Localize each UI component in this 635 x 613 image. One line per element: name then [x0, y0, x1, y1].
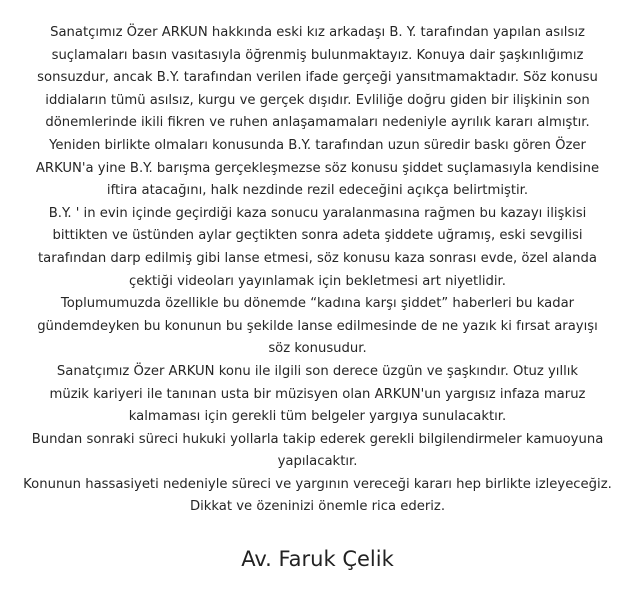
paragraph-allegations [8, 22, 627, 203]
text-line: iftira atacağını, halk nezdinde rezil edeceğini açıkça belirtmiştir. [106, 183, 529, 199]
text-line: suçlamaları basın vasıtasıyla öğrenmiş bulunmaktayız. Konuya dair şaşkınlığımız [51, 47, 584, 63]
text-line: söz konusudur. [268, 341, 367, 357]
text-line: tarafından darp edilmiş gibi lanse etmesi, söz konusu kaza sonrası evde, özel alanda [38, 250, 597, 266]
text-line: Sanatçımız Özer ARKUN hakkında eski kız arkadaşı B. Y. tarafından yapılan asılsız [50, 25, 585, 40]
text-line: gündemdeyken bu konunun bu şekilde lanse edilmesinde de ne yazık ki fırsat arayışı [37, 318, 598, 334]
text-line: çektiği videoları yayınlamak için bekletmesi art niyetlidir. [129, 273, 506, 289]
text-line: bittikten ve üstünden aylar geçtikten sonra adeta şiddete uğramış, eski sevgilisi [52, 228, 583, 244]
text-line: Yeniden birlikte olmaları konusunda B.Y. tarafından uzun süredir baskı gören Özer [49, 137, 586, 153]
text-line: Toplumumuzda özellikle bu dönemde “kadına karşı şiddet” haberleri bu kadar [60, 296, 575, 312]
text-line: müzik kariyeri ile tanınan usta bir müzisyen olan ARKUN'un yargısız infaza maruz [49, 386, 586, 402]
text-line: Bundan sonraki süreci hukuki yollarla takip ederek gerekli bilgilendirmeler kamuoyuna [31, 431, 604, 447]
text-line: Dikkat ve özeninizi önemle rica ederiz. [189, 499, 446, 515]
text-line: dönemlerinde ikili fikren ve ruhen anlaşamamaları nedeniyle ayrılık kararı almıştır. [45, 115, 590, 131]
text-line: ARKUN'a yine B.Y. barışma gerçekleşmezse söz konusu şiddet suçlamasıyla kendisine [35, 160, 600, 176]
text-line: Sanatçımız Özer ARKUN konu ile ilgili son derece üzgün ve şaşkındır. Otuz yıllık [56, 363, 579, 379]
text-line: kalmaması için gerekli tüm belgeler yargıya sunulacaktır. [128, 409, 507, 425]
paragraph-society [8, 293, 627, 361]
signature-name: Av. Faruk Çelik [241, 547, 394, 571]
text-line: iddiaların tümü asılsız, kurgu ve gerçek dışıdır. Evliliğe doğru giden bir ilişkinin son [45, 92, 590, 108]
paragraph-artist [8, 361, 627, 429]
statement-body [8, 22, 627, 519]
text-line: Konunun hassasiyeti nedeniyle süreci ve yargının vereceği kararı hep birlikte izleyeceğiz. [23, 476, 612, 492]
text-line: yapılacaktır. [277, 454, 358, 470]
paragraph-legal-process [8, 429, 627, 474]
paragraph-accident [8, 203, 627, 293]
paragraph-closing [8, 474, 627, 519]
text-line: sonsuzdur, ancak B.Y. tarafından verilen ifade gerçeği yansıtmamaktadır. Söz konusu [37, 70, 598, 86]
text-line: B.Y. ' in evin içinde geçirdiği kaza sonucu yaralanmasına rağmen bu kazayı ilişkisi [48, 205, 587, 221]
